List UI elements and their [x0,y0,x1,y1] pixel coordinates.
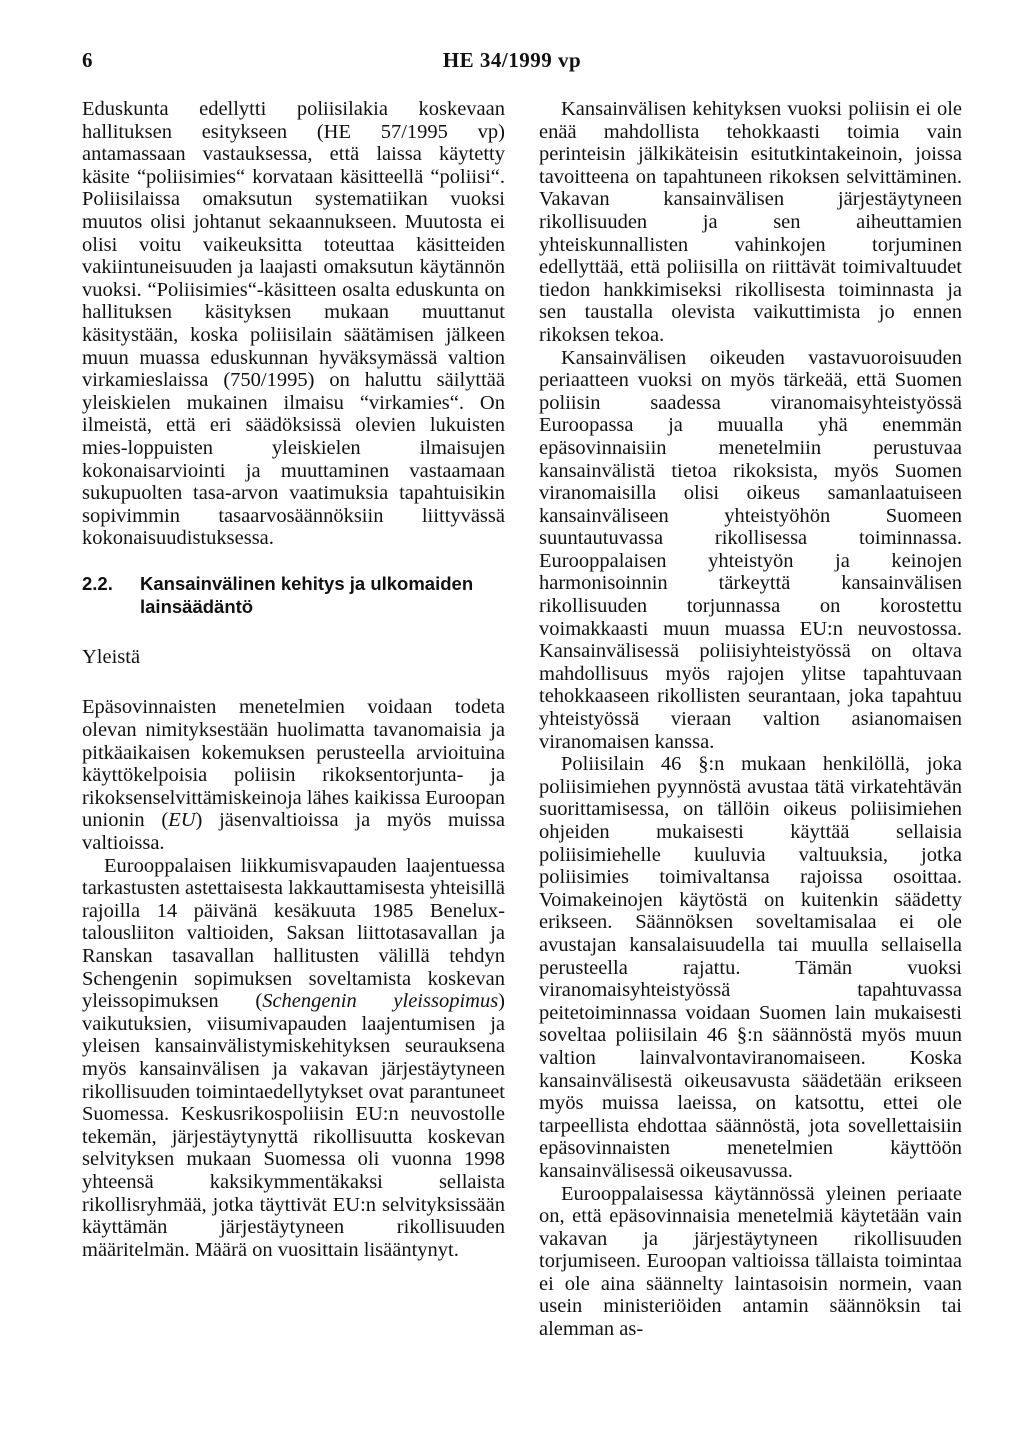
italic-term: Schengenin yleissopimus [262,990,499,1013]
paragraph: Kansainvälisen oikeuden vastavuoroisuuden periaatteen vuoksi on myös tärkeää, että Suomen poliisin saadessa viranomaisyhteistyössä Euroopassa ja muualla yhä enemmän epäsovinnaisiin menetelmiin perustuvaa kansainvälistä tietoa rikoksista, myös Suomen viranomaisilla olisi oikeus samanlaatuiseen kansainväliseen yhteistyöhön Suomeen suuntautuvassa rikollisessa toiminnassa. Eurooppalaisen yhteistyön ja keinojen harmonisoinnin tärkeyttä kansainvälisen rikollisuuden torjunnassa on korostettu voimakkaasti muun muassa EU:n neuvostossa. Kansainvälisessä poliisiyhteistyössä on oltava mahdollisuus myös rajojen ylitse tapahtuvaan tehokkaaseen rikollisten seurantaan, joka tapahtuu yhteistyössä vieraan valtion asianomaisen viranomaisen kanssa. [539,346,962,753]
paragraph: Poliisilain 46 §:n mukaan henkilöllä, joka poliisimiehen pyynnöstä avustaa tätä virkatehtävän suorittamisessa, on tällöin oikeus poliisimiehen ohjeiden mukaisesti käyttää sellaisia poliisimiehelle kuuluvia valtuuksia, jotka poliisimies toimivaltansa rajoissa osoittaa. Voimakeinojen käytöstä on kuitenkin säädetty erikseen. Säännöksen soveltamisalaa ei ole avustajan kansalaisuudella tai muulla sellaisella perusteella rajattu. Tämän vuoksi viranomaisyhteistyössä tapahtuvassa peitetoiminnassa voidaan Suomen lain mukaisesti soveltaa poliisilain 46 §:n säännöstä myös muun valtion lainvalvontaviranomaiseen. Koska kansainvälisestä oikeusavusta säädetään erikseen myös muissa laeissa, on katsottu, ettei ole tarpeellista ehdottaa säännöstä, jota sovellettaisiin epäsovinnaisten menetelmien käyttöön kansainvälisessä oikeusavussa. [539,753,962,1182]
section-heading [82,572,505,618]
text-run: Epäsovinnaisten menetelmien voidaan todeta olevan nimityksestään huolimatta tavanomaisia ja pitkäaikaisen kokemuksen perusteella arvioituina käyttökelpoisia poliisin rikoksentorjunta- ja rikoksenselvittämiskeinoja lähes kaikissa Euroopan unionin ( [82,696,506,832]
running-head: HE 34/1999 vp [442,48,582,72]
subheading: Yleistä [82,645,141,668]
left-column [82,98,505,1261]
paragraph: Kansainvälisen kehityksen vuoksi poliisin ei ole enää mahdollista tehokkaasti toimia vain perinteisin jälkikäteisin esitutkintakeinoin, joissa tavoitteena on tapahtuneen rikoksen selvittäminen. Vakavan kansainvälisen järjestäytyneen rikollisuuden ja sen aiheuttamien yhteiskunnallisten vahinkojen torjuminen edellyttää, että poliisilla on riittävät toimivaltuudet tiedon hankkimiseksi rikollisesta toiminnasta ja sen taustalla olevista vaikuttimista jo ennen rikoksen tekoa. [539,98,962,346]
paragraph: Eduskunta edellytti poliisilakia koskevaan hallituksen esitykseen (HE 57/1995 vp) antamassaan vastauksessa, että laissa käytetty käsite “poliisimies“ korvataan käsitteellä “poliisi“. Poliisilaissa omaksutun systematiikan vuoksi muutos olisi johtanut sekaannukseen. Muutosta ei olisi voitu vaikeuksitta toteuttaa käsitteiden vakiintuneisuuden ja laajasti omaksutun käytännön vuoksi. “Poliisimies“-käsitteen osalta eduskunta on hallituksen käsityksen mukaan muuttanut käsitystään, koska poliisilain säätämisen jälkeen muun muassa eduskunnan hyväksymässä valtion virkamieslaissa (750/1995) on haluttu säilyttää yleiskielen mukainen ilmaisu “virkamies“. On ilmeistä, että eri säädöksissä olevien lukuisten mies-loppuisten yleiskielen ilmaisujen kokonaisarviointi ja muuttaminen vastaamaan sukupuolten tasa-arvon vaatimuksia tapahtuisikin sopivimmin tasaarvosäännöksiin liittyvässä kokonaisuudistuksessa. [82,98,505,550]
section-number: 2.2. [82,572,113,594]
text-run: Eurooppalaisen liikkumisvapauden laajentuessa tarkastusten astettaisesta lakkauttamisesta yhteisillä rajoilla 14 päivänä kesäkuuta 1985 Benelux-talousliiton valtioiden, Saksan liittotasavallan ja Ranskan tasavallan hallitusten välillä tehdyn Schengenin sopimuksen soveltamista koskevan yleissopimuksen ( [82,854,505,1013]
section-title: Kansainvälinen kehitys ja ulkomaiden lainsäädäntö [140,572,474,617]
text-run: ) vaikutuksien, viisumivapauden laajentumisen ja yleisen kansainvälistymiskehityksen seurauksena myös kansainvälisen ja vakavan järjestäytyneen rikollisuuden toimintaedellytykset ovat parantuneet Suomessa. Keskusrikospoliisin EU:n neuvostolle tekemän, järjestäytynyttä rikollisuutta koskevan selvityksen mukaan Suomessa oli vuonna 1998 yhteensä kaksikymmentäkaksi sellaista rikollisryhmää, jotka täyttivät EU:n selvityksissään käyttämän järjestäytyneen rikollisuuden määritelmän. Määrä on vuosittain lisääntynyt. [82,990,505,1261]
paragraph [82,696,505,854]
paragraph [82,855,505,1262]
text-run: ) jäsenvaltioissa ja myös muissa valtioissa. [82,809,506,855]
page-number: 6 [82,48,93,72]
italic-term: EU [168,809,196,832]
paragraph: Eurooppalaisessa käytännössä yleinen periaate on, että epäsovinnaisia menetelmiä käytetään vain vakavan ja järjestäytyneen rikollisuuden torjumiseen. Euroopan valtioissa tällaista toimintaa ei ole aina säännelty laintasoisin normein, vaan usein ministeriöiden antamin säännöksin tai alemman as- [539,1182,962,1341]
right-column [539,98,962,1341]
